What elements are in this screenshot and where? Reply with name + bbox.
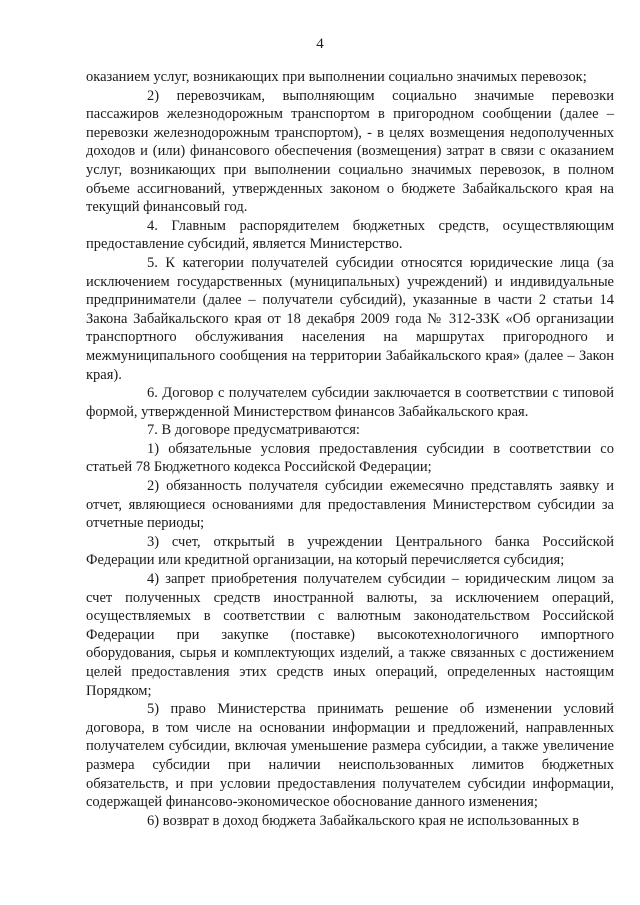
page-number: 4 [316,36,324,52]
paragraph-item-5: 5) право Министерства принимать решение об изменении условий договора, в том числе на основании информации и предложений, направленных получателем субсидии, включая уменьшение размера субсидии, а также увеличение размера субсидии при наличии неиспользованных лимитов бюджетных обязательств, и при условии предоставления получателем субсидии информации, содержащей финансово-экономическое обоснование данного изменения; [86,701,614,811]
paragraph-clause-7: 7. В договоре предусматриваются: [147,422,360,439]
paragraph-continuation: оказанием услуг, возникающих при выполнении социально значимых перевозок; [86,69,587,85]
paragraph-item-2: 2) обязанность получателя субсидии ежемесячно представлять заявку и отчет, являющиеся основаниями для предоставления Министерством субсидии за отчетные периоды; [86,478,614,532]
paragraph-item-3: 3) счет, открытый в учреждении Центрального банка Российской Федерации или кредитной организации, на который перечисляется субсидия; [86,533,614,569]
paragraph-item-1: 1) обязательные условия предоставления субсидии в соответствии со статьей 78 Бюджетного кодекса Российской Федерации; [86,440,614,476]
document-body [86,68,614,830]
paragraph-clause-4: 4. Главным распорядителем бюджетных средств, осуществляющим предоставление субсидий, является Министерство. [86,217,614,253]
paragraph-clause-5: 5. К категории получателей субсидии относятся юридические лица (за исключением государственных (муниципальных) учреждений) и индивидуальные предприниматели (далее – получатели субсидий), указанные в части 2 статьи 14 Закона Забайкальского края от 18 декабря 2009 года № 312-ЗЗК «Об организации транспортного обслуживания населения на маршрутах пригородного и межмуниципального сообщения на территории Забайкальского края» (далее – Закон края). [86,254,614,383]
paragraph-item-2-rail: 2) перевозчикам, выполняющим социально значимые перевозки пассажиров железнодорожным транспортом в пригородном сообщении (далее – перевозки железнодорожным транспортом), - в целях возмещения недополученных доходов и (или) финансового обеспечения (возмещения) затрат в связи с оказанием услуг, возникающих при выполнении социально значимых перевозок, в полном объеме ассигнований, утвержденных законом о бюджете Забайкальского края на текущий финансовый год. [86,87,614,216]
paragraph-clause-6: 6. Договор с получателем субсидии заключается в соответствии с типовой формой, утвержденной Министерством финансов Забайкальского края. [86,385,614,420]
paragraph-item-6: 6) возврат в доход бюджета Забайкальского края не использованных в [147,812,580,829]
paragraph-item-4: 4) запрет приобретения получателем субсидии – юридическим лицом за счет полученных средств иностранной валюты, за исключением операций, осуществляемых в соответствии с валютным законодательством Российской Федерации при закупке (поставке) высокотехнологичного импортного оборудования, сырья и комплектующих изделий, а также связанных с достижением целей предоставления этих средств иных операций, определенных настоящим Порядком; [86,571,614,699]
